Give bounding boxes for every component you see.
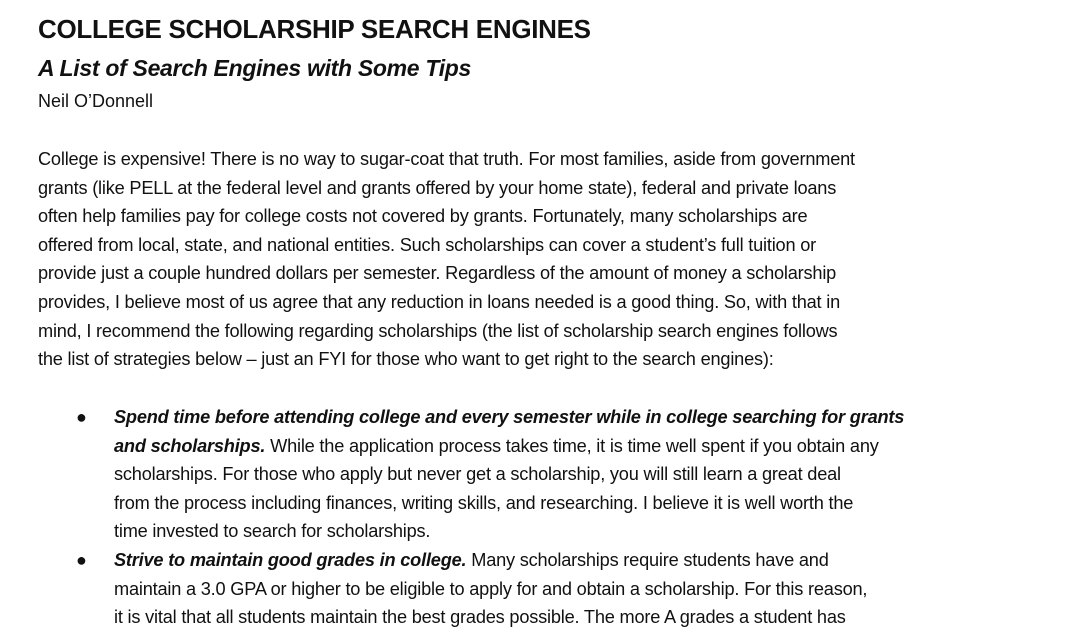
list-item — [0, 403, 904, 546]
text-line: College is expensive! There is no way to sugar-coat that truth. For most families, aside from government — [38, 149, 855, 169]
text-line: scholarships. For those who apply but never get a scholarship, you will still learn a great deal — [114, 464, 841, 485]
bullet-icon: ● — [76, 407, 87, 427]
intro-paragraph — [38, 145, 855, 374]
document-subtitle: A List of Search Engines with Some Tips — [38, 55, 472, 81]
text-line: offered from local, state, and national entities. Such scholarships can cover a student’s full tuition or — [38, 234, 817, 255]
text-line: mind, I recommend the following regarding scholarships (the list of scholarship search engines follows — [38, 320, 838, 341]
text-line: provides, I believe most of us agree that any reduction in loans needed is a good thing. So, with that in — [38, 291, 840, 312]
strategy-list — [0, 403, 904, 632]
bullet-lead: Strive to maintain good grades in college. — [114, 549, 467, 570]
bullet-lead: Spend time before attending college and every semester while in college searching for grants — [114, 407, 905, 427]
text-line: time invested to search for scholarships. — [114, 521, 431, 542]
author: Neil O’Donnell — [38, 91, 154, 111]
text-line: it is vital that all students maintain the best grades possible. The more A grades a student has — [114, 607, 846, 628]
document-title: COLLEGE SCHOLARSHIP SEARCH ENGINES — [38, 14, 591, 44]
text-line: the list of strategies below – just an FYI for those who want to get right to the search engines): — [38, 349, 774, 370]
text-line: provide just a couple hundred dollars per semester. Regardless of the amount of money a scholarship — [38, 263, 837, 284]
bullet-lead: and scholarships. — [114, 435, 266, 456]
text-line: grants (like PELL at the federal level and grants offered by your home state), federal and private loans — [38, 177, 837, 198]
text-line: maintain a 3.0 GPA or higher to be eligible to apply for and obtain a scholarship. For this reason, — [114, 578, 868, 599]
text-line: often help families pay for college costs not covered by grants. Fortunately, many scholarships are — [38, 206, 808, 227]
text-line: While the application process takes time, it is time well spent if you obtain any — [265, 435, 879, 456]
text-line: Many scholarships require students have and — [466, 549, 829, 570]
text-line: from the process including finances, writing skills, and researching. I believe it is well worth the — [114, 492, 854, 513]
bullet-icon: ● — [76, 549, 87, 570]
